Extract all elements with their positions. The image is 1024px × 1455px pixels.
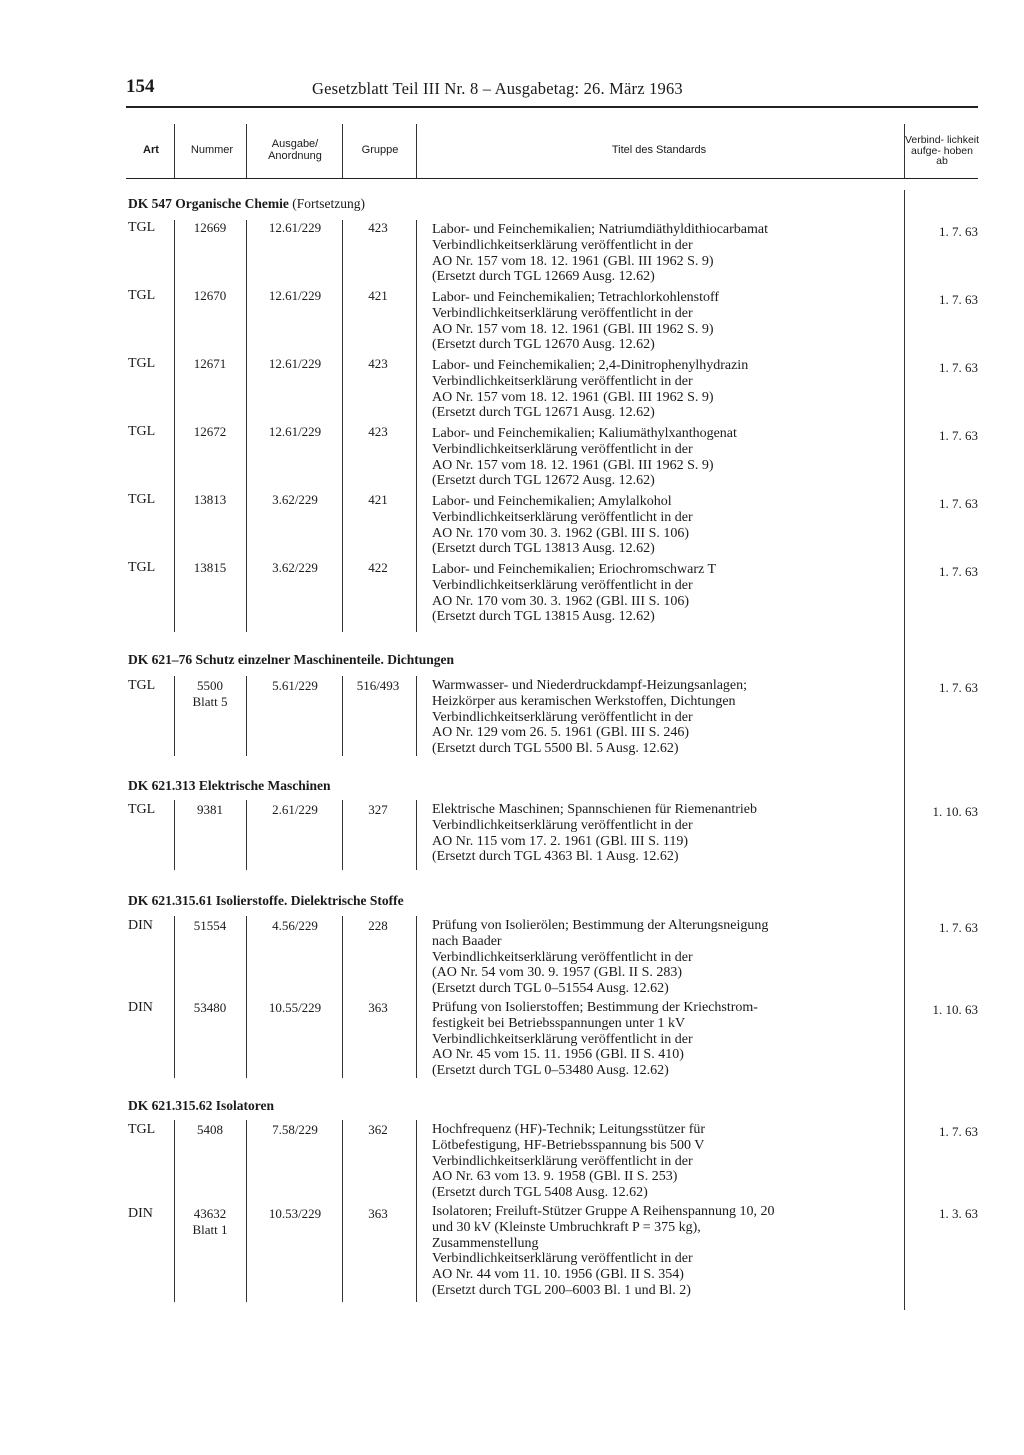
row-ausgabe: 12.61/229 <box>268 288 322 303</box>
header-rule <box>126 106 978 108</box>
column-header-nummer: Nummer <box>190 144 234 157</box>
row-nummer: 12670 <box>193 288 227 303</box>
row-aufgehoben: 1. 7. 63 <box>939 292 978 307</box>
row-title: Elektrische Maschinen; Spannschienen für Riemenantrieb Verbindlichkeitserklärung veröffentlicht in der AO Nr. 115 vom 17. 2. 1961 (GBl. III S. 119) (Ersetzt durch TGL 4363 Bl. 1 Ausg. 12.62) <box>432 802 758 865</box>
row-gruppe: 422 <box>368 560 388 575</box>
section-heading: DK 621.313 Elektrische Maschinen <box>128 778 331 793</box>
row-title: Labor- und Feinchemikalien; Natriumdiäthyldithiocarbamat Verbindlichkeitserklärung veröffentlicht in der AO Nr. 157 vom 18. 12. 1961 (GBl. III 1962 S. 9) (Ersetzt durch TGL 12669 Ausg. 12.62) <box>432 222 769 285</box>
row-title: Labor- und Feinchemikalien; 2,4-Dinitrophenylhydrazin Verbindlichkeitserklärung veröffentlicht in der AO Nr. 157 vom 18. 12. 1961 (GBl. III 1962 S. 9) (Ersetzt durch TGL 12671 Ausg. 12.62) <box>432 358 749 421</box>
row-ausgabe: 10.53/229 <box>268 1206 322 1221</box>
row-art: TGL <box>128 560 156 575</box>
row-gruppe: 423 <box>368 220 388 235</box>
column-divider <box>246 916 247 1078</box>
row-ausgabe: 12.61/229 <box>268 424 322 439</box>
row-ausgabe: 3.62/229 <box>272 560 318 575</box>
column-header-art: Art <box>143 144 159 157</box>
row-nummer: 12672 <box>193 424 227 439</box>
section-heading: DK 621.315.62 Isolatoren <box>128 1098 275 1113</box>
row-gruppe: 421 <box>368 288 388 303</box>
row-art: TGL <box>128 678 156 693</box>
row-aufgehoben: 1. 7. 63 <box>939 920 978 935</box>
row-ausgabe: 7.58/229 <box>272 1122 318 1137</box>
row-aufgehoben: 1. 7. 63 <box>939 1124 978 1139</box>
row-nummer: 12669 <box>193 220 227 235</box>
column-divider <box>342 1120 343 1302</box>
row-art: TGL <box>128 356 156 371</box>
row-nummer: 5500 Blatt 5 <box>192 678 228 709</box>
row-art: DIN <box>128 918 153 933</box>
header-column-divider <box>174 124 175 178</box>
row-art: TGL <box>128 1122 156 1137</box>
row-nummer: 12671 <box>193 356 227 371</box>
table-header-rule <box>126 178 978 179</box>
row-aufgehoben: 1. 7. 63 <box>939 360 978 375</box>
row-title: Warmwasser- und Niederdruckdampf-Heizungsanlagen; Heizkörper aus keramischen Werkstoffen, Dichtungen Verbindlichkeitserklärung veröffentlicht in der AO Nr. 129 vom 26. 5. 1961 (GBl. III S. 246) (Ersetzt durch TGL 5500 Bl. 5 Ausg. 12.62) <box>432 678 748 757</box>
row-title: Hochfrequenz (HF)-Technik; Leitungsstützer für Lötbefestigung, HF-Betriebsspannung bis 500 V Verbindlichkeitserklärung veröffentlicht in der AO Nr. 63 vom 13. 9. 1958 (GBl. II S. 253) (Ersetzt durch TGL 5408 Ausg. 12.62) <box>432 1122 706 1201</box>
section-heading: DK 547 Organische Chemie (Fortsetzung) <box>128 196 365 211</box>
column-divider <box>342 676 343 756</box>
row-aufgehoben: 1. 3. 63 <box>939 1206 978 1221</box>
row-title: Isolatoren; Freiluft-Stützer Gruppe A Reihenspannung 10, 20 und 30 kV (Kleinste Umbruchkraft P = 375 kg), Zusammenstellung Verbindlichkeitserklärung veröffentlicht in der AO Nr. 44 vom 11. 10. 1956 (GBl. II S. 354) (Ersetzt durch TGL 200–6003 Bl. 1 und Bl. 2) <box>432 1204 775 1298</box>
row-ausgabe: 5.61/229 <box>272 678 318 693</box>
column-divider <box>246 676 247 756</box>
section-heading: DK 621–76 Schutz einzelner Maschinenteile. Dichtungen <box>128 652 454 667</box>
column-divider <box>416 220 417 632</box>
row-art: TGL <box>128 802 156 817</box>
row-ausgabe: 12.61/229 <box>268 356 322 371</box>
row-aufgehoben: 1. 7. 63 <box>939 564 978 579</box>
row-title: Labor- und Feinchemikalien; Amylalkohol Verbindlichkeitserklärung veröffentlicht in der AO Nr. 170 vom 30. 3. 1962 (GBl. III S. 106) (Ersetzt durch TGL 13813 Ausg. 12.62) <box>432 494 693 557</box>
row-art: TGL <box>128 492 156 507</box>
row-nummer: 13815 <box>193 560 227 575</box>
row-gruppe: 421 <box>368 492 388 507</box>
row-aufgehoben: 1. 7. 63 <box>939 496 978 511</box>
column-divider <box>174 916 175 1078</box>
row-ausgabe: 12.61/229 <box>268 220 322 235</box>
row-art: TGL <box>128 220 156 235</box>
row-gruppe: 363 <box>368 1206 388 1221</box>
row-nummer: 13813 <box>193 492 227 507</box>
column-header-gruppe: Gruppe <box>361 144 399 157</box>
row-title: Labor- und Feinchemikalien; Tetrachlorkohlenstoff Verbindlichkeitserklärung veröffentlicht in der AO Nr. 157 vom 18. 12. 1961 (GBl. III 1962 S. 9) (Ersetzt durch TGL 12670 Ausg. 12.62) <box>432 290 720 353</box>
row-art: TGL <box>128 288 156 303</box>
column-divider <box>416 1120 417 1302</box>
row-ausgabe: 3.62/229 <box>272 492 318 507</box>
header-column-divider <box>904 124 905 178</box>
section-heading: DK 621.315.61 Isolierstoffe. Dielektrische Stoffe <box>128 893 404 908</box>
running-title: Gesetzblatt Teil III Nr. 8 – Ausgabetag: 26. März 1963 <box>312 79 683 98</box>
row-title: Prüfung von Isolierstoffen; Bestimmung der Kriechstrom- festigkeit bei Betriebsspannungen unter 1 kV Verbindlichkeitserklärung veröffentlicht in der AO Nr. 45 vom 15. 11. 1956 (GBl. II S. 410) (Ersetzt durch TGL 0–53480 Ausg. 12.62) <box>432 1000 758 1079</box>
column-divider <box>174 1120 175 1302</box>
row-gruppe: 423 <box>368 424 388 439</box>
row-aufgehoben: 1. 7. 63 <box>939 428 978 443</box>
row-gruppe: 228 <box>368 918 388 933</box>
row-gruppe: 423 <box>368 356 388 371</box>
column-divider <box>416 800 417 870</box>
column-divider <box>342 800 343 870</box>
row-aufgehoben: 1. 10. 63 <box>932 1002 978 1017</box>
row-title: Prüfung von Isolierölen; Bestimmung der Alterungsneigung nach Baader Verbindlichkeitserklärung veröffentlicht in der (AO Nr. 54 vom 30. 9. 1957 (GBl. II S. 283) (Ersetzt durch TGL 0–51554 Ausg. 12.62) <box>432 918 769 997</box>
row-nummer: 9381 <box>197 802 223 817</box>
row-nummer: 53480 <box>193 1000 227 1015</box>
column-divider <box>174 220 175 632</box>
header-column-divider <box>246 124 247 178</box>
row-aufgehoben: 1. 7. 63 <box>939 680 978 695</box>
row-gruppe: 516/493 <box>356 678 400 693</box>
header-column-divider <box>342 124 343 178</box>
row-art: TGL <box>128 424 156 439</box>
header-column-divider <box>416 124 417 178</box>
row-art: DIN <box>128 1206 153 1221</box>
column-divider <box>246 800 247 870</box>
column-divider <box>246 1120 247 1302</box>
column-divider <box>904 190 905 1310</box>
row-ausgabe: 4.56/229 <box>272 918 318 933</box>
row-nummer: 51554 <box>193 918 227 933</box>
row-title: Labor- und Feinchemikalien; Kaliumäthylxanthogenat Verbindlichkeitserklärung veröffentlicht in der AO Nr. 157 vom 18. 12. 1961 (GBl. III 1962 S. 9) (Ersetzt durch TGL 12672 Ausg. 12.62) <box>432 426 737 489</box>
column-divider <box>246 220 247 632</box>
row-art: DIN <box>128 1000 153 1015</box>
page-number: 154 <box>126 76 155 97</box>
row-gruppe: 363 <box>368 1000 388 1015</box>
column-header-ausgabe: Ausgabe/ Anordnung <box>268 138 322 162</box>
column-divider <box>174 800 175 870</box>
row-title: Labor- und Feinchemikalien; Eriochromschwarz T Verbindlichkeitserklärung veröffentlicht in der AO Nr. 170 vom 30. 3. 1962 (GBl. III S. 106) (Ersetzt durch TGL 13815 Ausg. 12.62) <box>432 562 717 625</box>
row-nummer: 43632 Blatt 1 <box>192 1206 228 1237</box>
row-gruppe: 362 <box>368 1122 388 1137</box>
column-divider <box>416 916 417 1078</box>
row-aufgehoben: 1. 10. 63 <box>932 804 978 819</box>
table-header <box>126 124 978 178</box>
row-ausgabe: 2.61/229 <box>272 802 318 817</box>
column-divider <box>174 676 175 756</box>
row-ausgabe: 10.55/229 <box>268 1000 322 1015</box>
row-nummer: 5408 <box>197 1122 223 1137</box>
column-divider <box>342 220 343 632</box>
row-gruppe: 327 <box>368 802 388 817</box>
column-header-titel: Titel des Standards <box>611 144 707 157</box>
page-header <box>126 76 978 106</box>
column-header-verbindlichkeit: Verbind- lichkeit aufge- hoben ab <box>904 134 980 168</box>
column-divider <box>416 676 417 756</box>
row-aufgehoben: 1. 7. 63 <box>939 224 978 239</box>
column-divider <box>342 916 343 1078</box>
